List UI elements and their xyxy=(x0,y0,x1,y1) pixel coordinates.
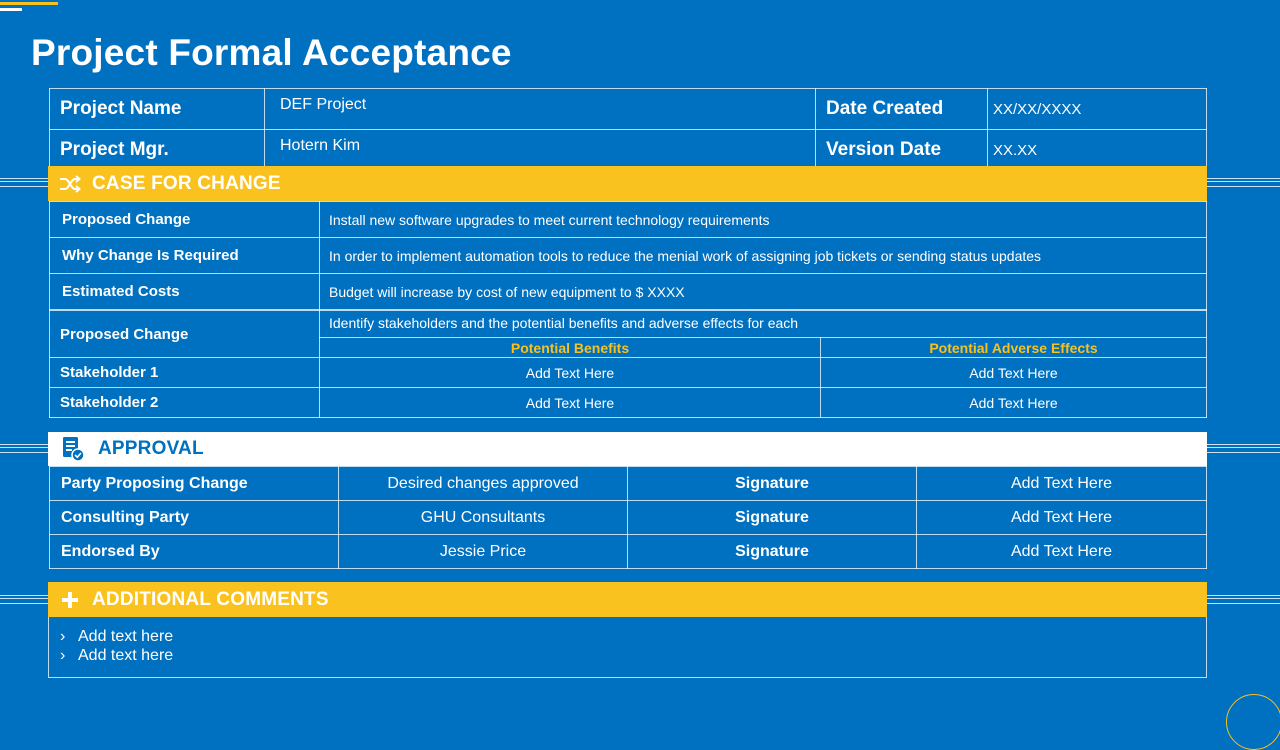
stakeholder-name: Stakeholder 2 xyxy=(50,388,320,418)
project-mgr-label: Project Mgr. xyxy=(50,130,265,171)
version-date-value: XX.XX xyxy=(988,130,1207,171)
stakeholder-table xyxy=(49,310,1207,418)
decor-accent-line xyxy=(0,8,22,11)
list-item xyxy=(49,627,1206,646)
approval-header xyxy=(48,432,1207,466)
signature-value: Add Text Here xyxy=(917,501,1207,535)
stakeholder-benefits: Add Text Here xyxy=(320,358,821,388)
table-row xyxy=(50,238,1207,274)
additional-comments-title: ADDITIONAL COMMENTS xyxy=(92,588,329,610)
approval-title: APPROVAL xyxy=(98,438,204,459)
estimated-costs-value: Budget will increase by cost of new equipment to $ XXXX xyxy=(320,274,1207,310)
case-for-change-table xyxy=(49,201,1207,310)
proposed-change-label: Proposed Change xyxy=(50,202,320,238)
decor-lines-left xyxy=(0,444,48,453)
table-row xyxy=(50,274,1207,310)
page-title: Project Formal Acceptance xyxy=(31,32,512,73)
stakeholder-adverse: Add Text Here xyxy=(821,358,1207,388)
additional-comments-header xyxy=(48,582,1207,617)
table-row xyxy=(50,501,1207,535)
case-for-change-title: CASE FOR CHANGE xyxy=(92,172,281,194)
comments-box xyxy=(48,617,1207,678)
decor-lines-left xyxy=(0,178,48,187)
approval-value: Jessie Price xyxy=(339,535,628,569)
table-row xyxy=(50,311,1207,338)
estimated-costs-label: Estimated Costs xyxy=(50,274,320,310)
stakeholder-proposed-change-label: Proposed Change xyxy=(50,311,320,358)
version-date-label: Version Date xyxy=(816,130,988,171)
approval-party: Consulting Party xyxy=(50,501,339,535)
stakeholder-adverse: Add Text Here xyxy=(821,388,1207,418)
stakeholder-benefits: Add Text Here xyxy=(320,388,821,418)
project-name-label: Project Name xyxy=(50,89,265,130)
decor-lines-left xyxy=(0,595,48,604)
table-row xyxy=(50,89,1207,130)
signature-value: Add Text Here xyxy=(917,535,1207,569)
chevron-right-icon: › xyxy=(60,647,66,664)
stakeholder-name: Stakeholder 1 xyxy=(50,358,320,388)
signature-value: Add Text Here xyxy=(917,467,1207,501)
document-check-icon xyxy=(48,436,98,462)
table-row xyxy=(50,388,1207,418)
project-mgr-value: Hotern Kim xyxy=(265,130,816,171)
table-row xyxy=(50,535,1207,569)
table-row xyxy=(50,467,1207,501)
plus-icon xyxy=(48,592,92,608)
shuffle-icon xyxy=(48,175,92,193)
decor-lines-right xyxy=(1207,444,1280,453)
chevron-right-icon: › xyxy=(60,628,66,645)
decor-lines-right xyxy=(1207,595,1280,604)
signature-label: Signature xyxy=(628,501,917,535)
approval-value: Desired changes approved xyxy=(339,467,628,501)
comment-text: Add text here xyxy=(78,628,174,645)
project-info-table xyxy=(49,88,1207,171)
proposed-change-value: Install new software upgrades to meet current technology requirements xyxy=(320,202,1207,238)
stakeholder-intro: Identify stakeholders and the potential benefits and adverse effects for each xyxy=(320,311,1207,338)
signature-label: Signature xyxy=(628,467,917,501)
table-row xyxy=(50,130,1207,171)
approval-table xyxy=(49,466,1207,569)
approval-party: Endorsed By xyxy=(50,535,339,569)
approval-party: Party Proposing Change xyxy=(50,467,339,501)
date-created-label: Date Created xyxy=(816,89,988,130)
decor-lines-right xyxy=(1207,178,1280,187)
list-item xyxy=(49,646,1206,665)
table-row xyxy=(50,358,1207,388)
approval-value: GHU Consultants xyxy=(339,501,628,535)
potential-adverse-header: Potential Adverse Effects xyxy=(821,338,1207,358)
decor-circle xyxy=(1226,694,1280,750)
project-name-value: DEF Project xyxy=(265,89,816,130)
why-change-value: In order to implement automation tools to reduce the menial work of assigning job tickets or sending status updates xyxy=(320,238,1207,274)
table-row xyxy=(50,202,1207,238)
why-change-label: Why Change Is Required xyxy=(50,238,320,274)
date-created-value: XX/XX/XXXX xyxy=(988,89,1207,130)
potential-benefits-header: Potential Benefits xyxy=(320,338,821,358)
comment-text: Add text here xyxy=(78,647,174,664)
decor-accent-line xyxy=(0,2,58,5)
case-for-change-header xyxy=(48,166,1207,201)
signature-label: Signature xyxy=(628,535,917,569)
